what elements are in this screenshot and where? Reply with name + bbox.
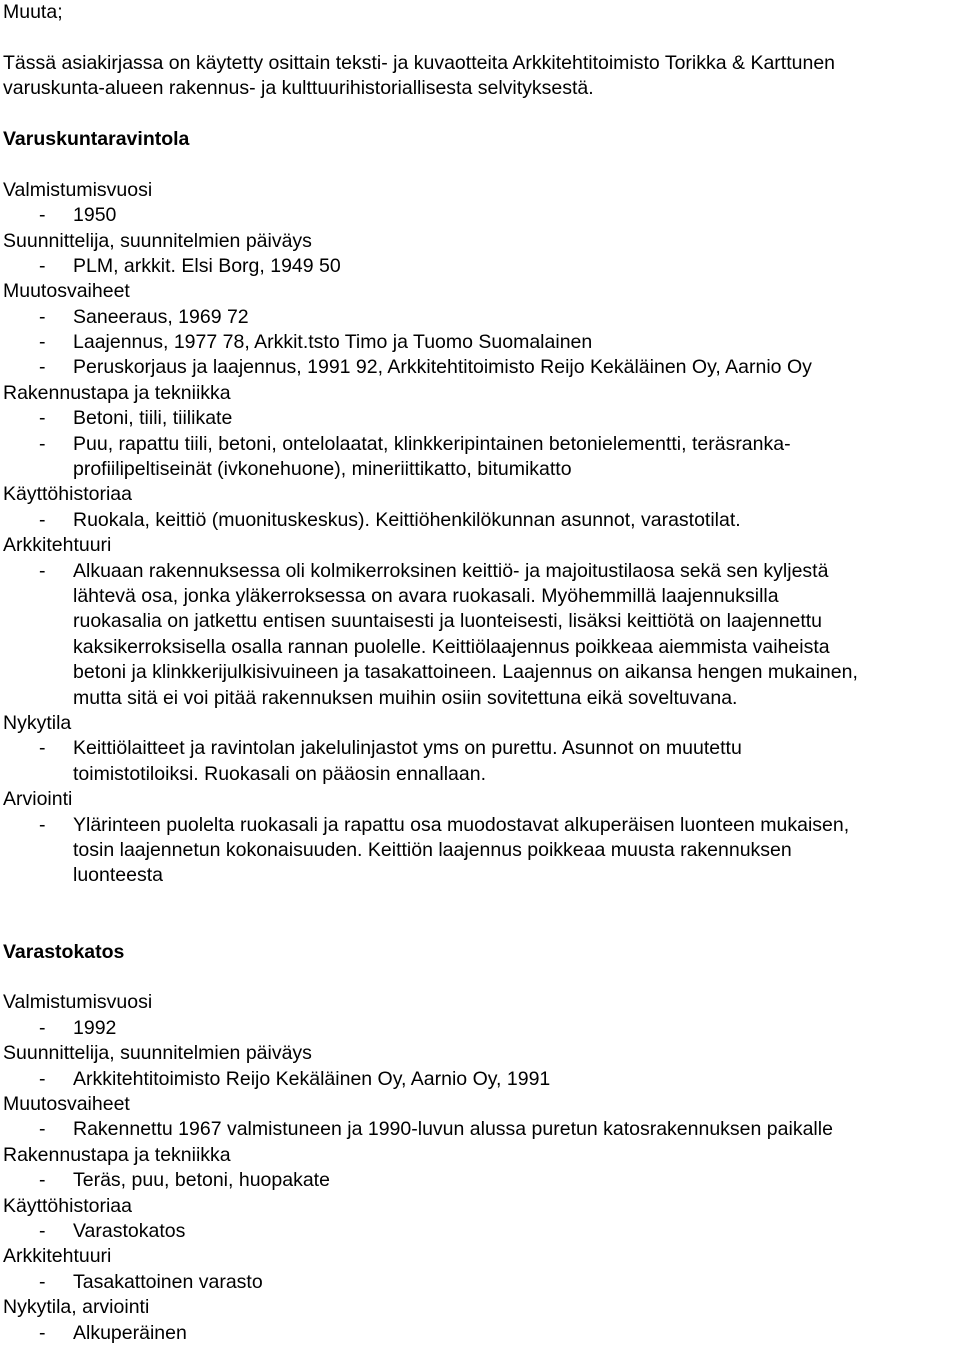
muutosvaihe-2: Laajennus, 1977 78, Arkkit.tsto Timo ja Tuomo Suomalainen [73,331,593,354]
muutosvaiheet-value: Rakennettu 1967 valmistuneen ja 1990-luvun alussa puretun katosrakennuksen paikalle [73,1118,833,1141]
spacer [3,889,953,940]
list-item-continuation [3,762,953,787]
nykytila-arviointi-label: Nykytila, arviointi [3,1296,150,1319]
kayttohistoria-value: Varastokatos [73,1219,186,1242]
list-item-continuation [3,686,953,711]
muutosvaihe-1: Saneeraus, 1969 72 [73,305,249,328]
spacer [3,25,953,50]
list-dash: - [39,1169,46,1192]
list-dash: - [39,331,46,354]
list-item [3,203,953,228]
arviointi-line-2: tosin laajennetun kokonaisuuden. Keittiön laajennus poikkeaa muusta rakennuksen [73,838,792,861]
list-item [3,406,953,431]
rakennustapa-1: Betoni, tiili, tiilikate [73,407,233,430]
list-item [3,559,953,584]
list-item [3,1117,953,1142]
list-item-continuation [3,660,953,685]
arkkitehtuuri-line-4: kaksikerroksisella osalla rannan puolelle. Keittiölaajennus poikkeaa aiemmista vaiheista [73,635,830,658]
list-dash: - [39,305,46,328]
spacer [3,965,953,990]
kayttohistoria-label: Käyttöhistoriaa [3,1194,132,1217]
list-dash: - [39,432,46,455]
muutosvaihe-3: Peruskorjaus ja laajennus, 1991 92, Arkkitehtitoimisto Reijo Kekäläinen Oy, Aarnio Oy [73,356,812,379]
list-dash: - [39,254,46,277]
list-dash: - [39,204,46,227]
list-item [3,813,953,838]
suunnittelija-label: Suunnittelija, suunnitelmien päiväys [3,229,312,252]
muuta-label: Muuta; [3,1,63,23]
list-dash: - [39,508,46,531]
list-item [3,1270,953,1295]
list-item [3,1219,953,1244]
list-item [3,1321,953,1346]
arviointi-label: Arviointi [3,788,73,811]
list-item [3,736,953,761]
list-item [3,330,953,355]
section-title-varuskuntaravintola: Varuskuntaravintola [3,127,190,150]
arkkitehtuuri-line-5: betoni ja klinkkerijulkisivuineen ja tasakattoineen. Laajennus on aikansa hengen mukainen, [73,661,858,684]
list-dash: - [39,407,46,430]
document-page [3,0,953,1346]
arkkitehtuuri-line-1: Alkuaan rakennuksessa oli kolmikerroksinen keittiö- ja majoitustilaosa sekä sen kyljestä [73,559,829,582]
list-item [3,508,953,533]
valmistumisvuosi-value: 1950 [73,204,117,227]
arviointi-line-1: Ylärinteen puolelta ruokasali ja rapattu osa muodostavat alkuperäisen luonteen mukaisen, [73,813,850,836]
nykytila-line-1: Keittiölaitteet ja ravintolan jakelulinjastot yms on purettu. Asunnot on muutettu [73,737,742,760]
list-dash: - [39,1321,46,1344]
spacer [3,102,953,127]
list-item [3,355,953,380]
list-dash: - [39,559,46,582]
nykytila-label: Nykytila [3,711,72,734]
list-item [3,1016,953,1041]
list-item-continuation [3,838,953,863]
list-item-continuation [3,457,953,482]
suunnittelija-value: PLM, arkkit. Elsi Borg, 1949 50 [73,254,341,277]
arkkitehtuuri-label: Arkkitehtuuri [3,534,112,557]
list-dash: - [39,737,46,760]
arkkitehtuuri-line-2: lähtevä osa, jonka yläkerroksessa on avara ruokasali. Myöhemmillä laajennuksilla [73,584,779,607]
list-item [3,254,953,279]
spacer [3,152,953,177]
muutosvaiheet-label: Muutosvaiheet [3,280,130,303]
suunnittelija-value: Arkkitehtitoimisto Reijo Kekäläinen Oy, Aarnio Oy, 1991 [73,1067,551,1090]
list-item-continuation [3,863,953,888]
arkkitehtuuri-line-6: mutta sitä ei voi pitää rakennuksen muihin osiin sovitettuna eikä soveltuvana. [73,686,738,709]
kayttohistoria-label: Käyttöhistoriaa [3,483,132,506]
nykytila-arviointi-value: Alkuperäinen [73,1321,187,1344]
rakennustapa-label: Rakennustapa ja tekniikka [3,381,231,404]
valmistumisvuosi-label: Valmistumisvuosi [3,178,153,201]
list-dash: - [39,1219,46,1242]
list-item-continuation [3,584,953,609]
rakennustapa-value: Teräs, puu, betoni, huopakate [73,1169,330,1192]
list-item-continuation [3,609,953,634]
list-item-continuation [3,635,953,660]
list-dash: - [39,1016,46,1039]
arkkitehtuuri-label: Arkkitehtuuri [3,1245,112,1268]
kayttohistoria-value: Ruokala, keittiö (muonituskeskus). Keittiöhenkilökunnan asunnot, varastotilat. [73,508,741,531]
section-title-varastokatos: Varastokatos [3,940,125,963]
intro-line-2: varuskunta-alueen rakennus- ja kulttuurihistoriallisesta selvityksestä. [3,77,594,100]
list-dash: - [39,813,46,836]
list-item [3,1168,953,1193]
rakennustapa-2: Puu, rapattu tiili, betoni, ontelolaatat, klinkkeripintainen betonielementti, teräsranka- [73,432,791,455]
list-item [3,432,953,457]
muutosvaiheet-label: Muutosvaiheet [3,1093,130,1116]
list-dash: - [39,1067,46,1090]
arviointi-line-3: luonteesta [73,864,163,887]
arkkitehtuuri-line-3: ruokasalia on jatkettu entisen suuntaisesti ja luonteisesti, lisäksi keittiötä on laajennettu [73,610,823,633]
list-dash: - [39,1118,46,1141]
list-dash: - [39,1270,46,1293]
arkkitehtuuri-value: Tasakattoinen varasto [73,1270,263,1293]
nykytila-line-2: toimistotiloiksi. Ruokasali on pääosin ennallaan. [73,762,486,785]
rakennustapa-2-cont: profiilipeltiseinät (ivkonehuone), mineriittikatto, bitumikatto [73,458,572,481]
rakennustapa-label: Rakennustapa ja tekniikka [3,1143,231,1166]
list-item [3,1067,953,1092]
suunnittelija-label: Suunnittelija, suunnitelmien päiväys [3,1042,312,1065]
valmistumisvuosi-value: 1992 [73,1016,117,1039]
valmistumisvuosi-label: Valmistumisvuosi [3,991,153,1014]
list-dash: - [39,356,46,379]
intro-line-1: Tässä asiakirjassa on käytetty osittain teksti- ja kuvaotteita Arkkitehtitoimisto Torikka & Karttunen [3,51,836,74]
list-item [3,305,953,330]
